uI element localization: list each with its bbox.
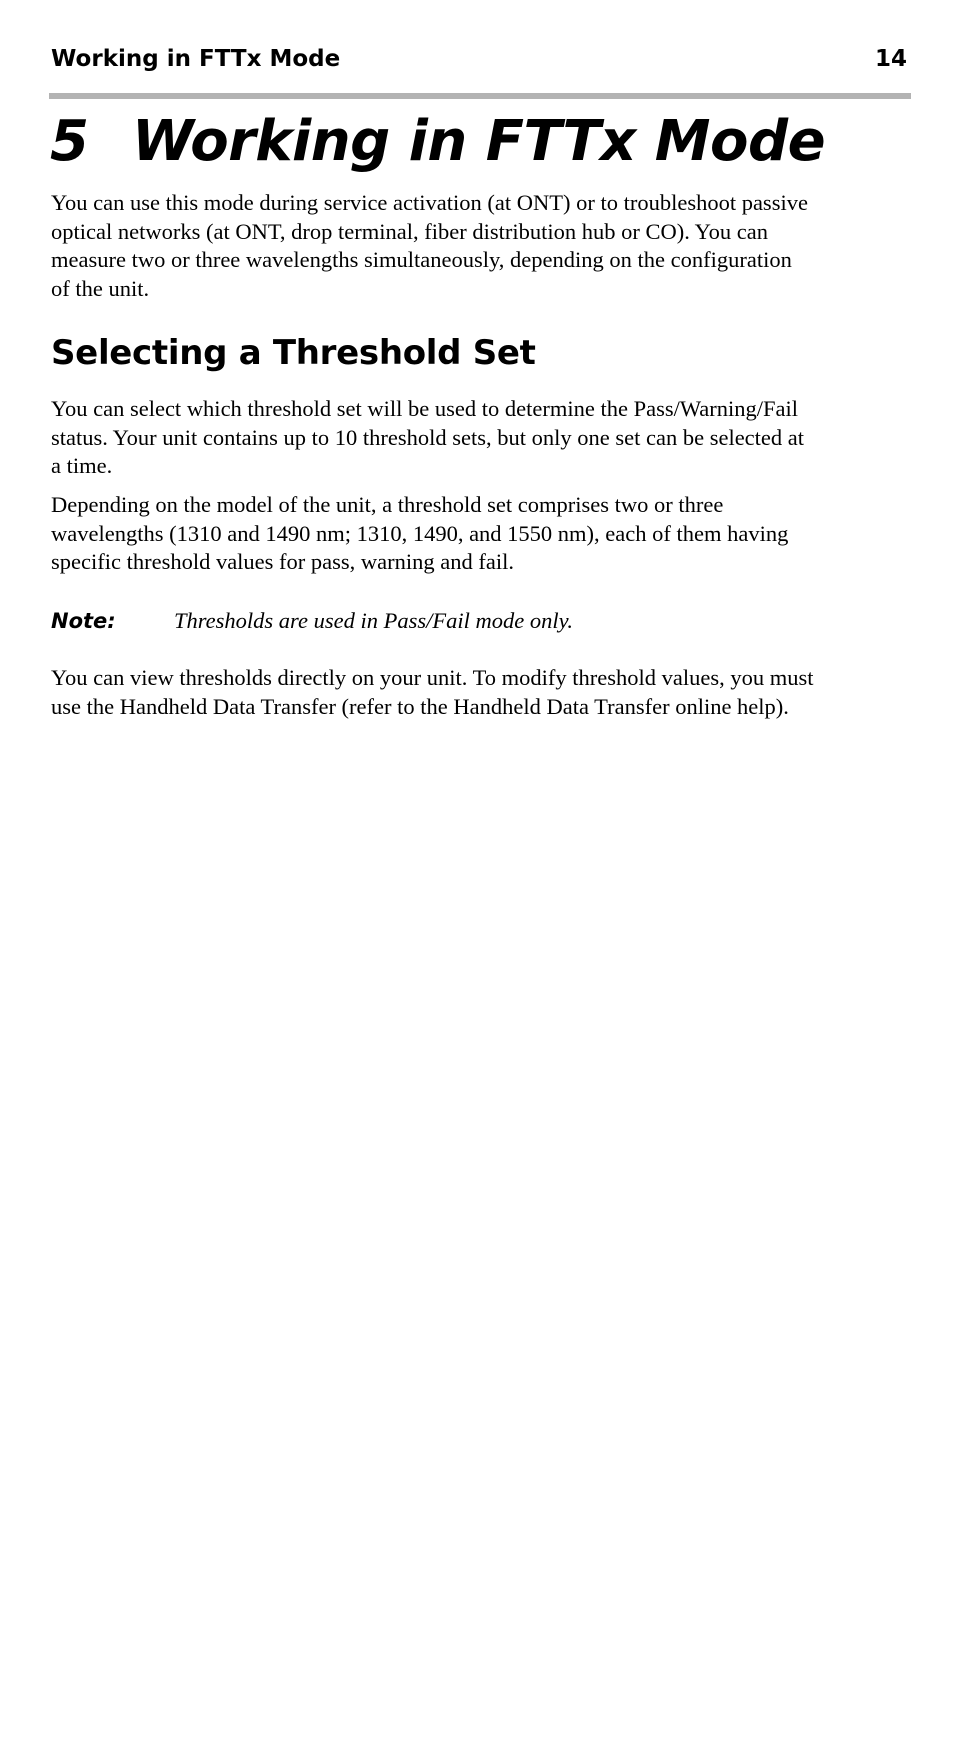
intro-line: of the unit. [51, 275, 150, 301]
paragraph-line: a time. [51, 453, 113, 478]
view-thresholds-paragraph [51, 664, 915, 721]
page-number: 14 [874, 46, 907, 72]
running-header-title: Working in FTTx Mode [51, 46, 341, 72]
paragraph-line: use the Handheld Data Transfer (refer to the Handheld Data Transfer online help). [51, 693, 789, 719]
paragraph-line: Depending on the model of the unit, a threshold set comprises two or three [51, 492, 724, 517]
intro-line: measure two or three wavelengths simultaneously, depending on the configuration [51, 247, 792, 272]
header-divider [49, 93, 911, 99]
chapter-number: 5 [50, 109, 89, 174]
intro-paragraph [51, 189, 915, 303]
intro-line: You can use this mode during service activation (at ONT) or to troubleshoot passive [51, 190, 808, 215]
chapter-title-text: Working in FTTx Mode [132, 109, 826, 174]
note-label: Note: [51, 609, 116, 633]
running-header [51, 42, 911, 76]
section-heading: Selecting a Threshold Set [51, 333, 536, 373]
note-block [51, 605, 915, 637]
note-text: Thresholds are used in Pass/Fail mode only. [174, 608, 573, 633]
paragraph-line: You can select which threshold set will be used to determine the Pass/Warning/Fail [51, 396, 799, 421]
chapter-title [50, 102, 825, 182]
wavelengths-paragraph [51, 491, 915, 577]
intro-line: optical networks (at ONT, drop terminal, fiber distribution hub or CO). You can [51, 218, 768, 244]
paragraph-line: wavelengths (1310 and 1490 nm; 1310, 1490, and 1550 nm), each of them having [51, 520, 789, 546]
paragraph-line: You can view thresholds directly on your unit. To modify threshold values, you must [51, 665, 814, 690]
threshold-set-paragraph [51, 395, 915, 481]
paragraph-line: specific threshold values for pass, warning and fail. [51, 549, 514, 574]
paragraph-line: status. Your unit contains up to 10 threshold sets, but only one set can be selected at [51, 424, 805, 450]
